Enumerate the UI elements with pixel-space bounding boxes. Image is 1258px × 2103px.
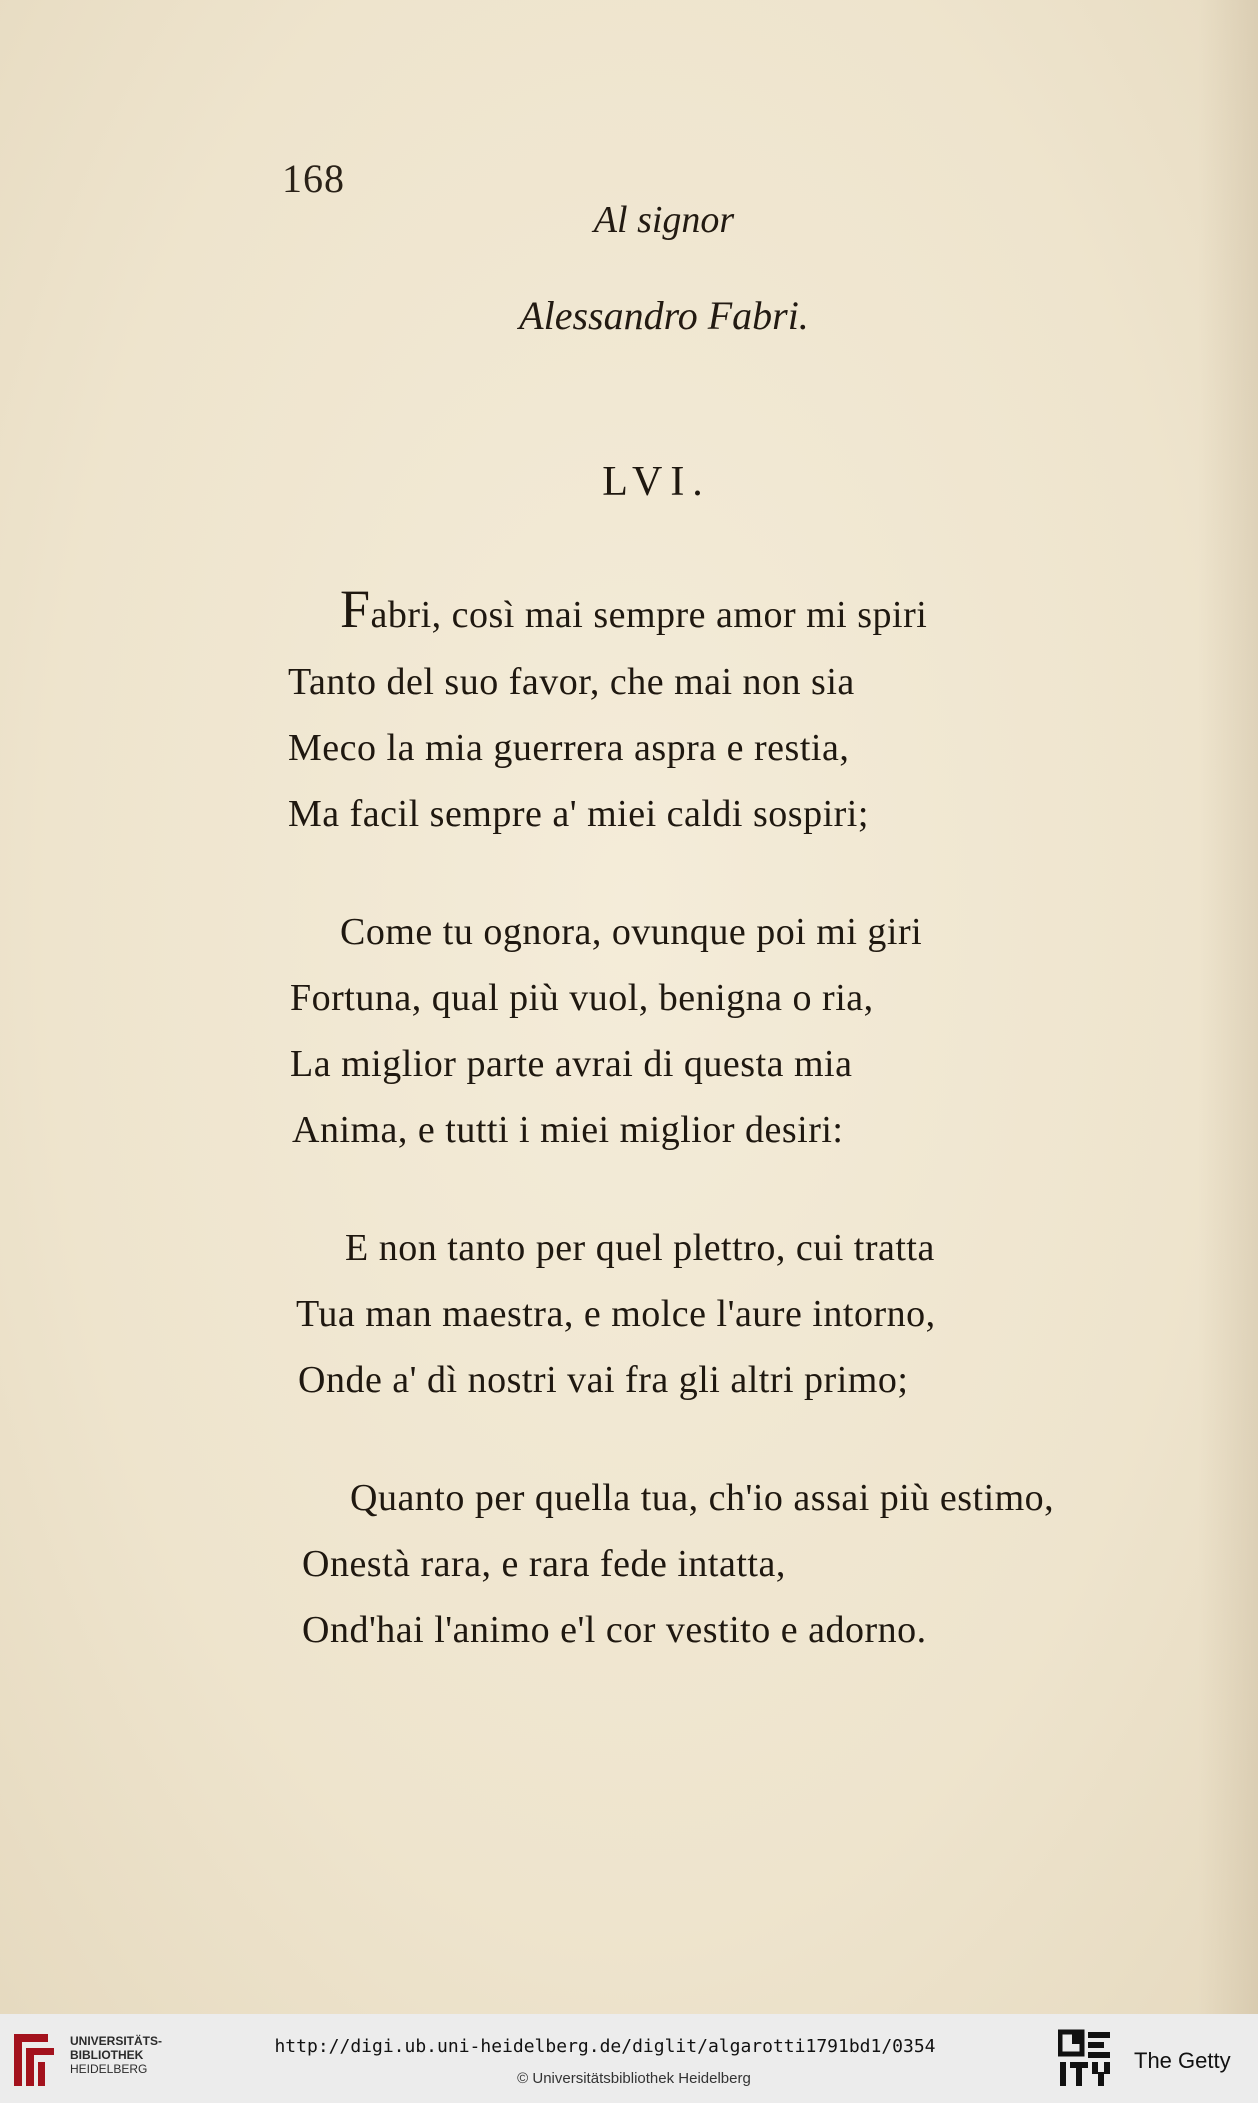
verse-line: Onestà rara, e rara fede intatta, bbox=[302, 1543, 786, 1585]
getty-logo-icon[interactable] bbox=[1058, 2028, 1114, 2092]
verse-line: Ma facil sempre a' miei caldi sospiri; bbox=[288, 793, 869, 835]
verse-line: Tanto del suo favor, che mai non sia bbox=[288, 661, 855, 703]
verse-line: Fortuna, qual più vuol, benigna o ria, bbox=[290, 977, 874, 1019]
verse-line: Quanto per quella tua, ch'io assai più estimo, bbox=[350, 1477, 1055, 1519]
verse-line: Anima, e tutti i miei miglior desiri: bbox=[292, 1109, 844, 1151]
verse-line: Ond'hai l'animo e'l cor vestito e adorno. bbox=[302, 1609, 927, 1651]
verse-line: Come tu ognora, ovunque poi mi giri bbox=[340, 911, 923, 953]
verse-line: Meco la mia guerrera aspra e restia, bbox=[288, 727, 850, 769]
permalink-url[interactable]: http://digi.ub.uni-heidelberg.de/diglit/algarotti1791bd1/0354 bbox=[274, 2036, 936, 2057]
verse-line-rest: abri, così mai sempre amor mi spiri bbox=[370, 594, 928, 636]
verse-line: E non tanto per quel plettro, cui tratta bbox=[345, 1227, 935, 1269]
page-number: 168 bbox=[282, 156, 345, 201]
verse-line: La miglior parte avrai di questa mia bbox=[290, 1043, 853, 1085]
dedication-line-2: Alessandro Fabri. bbox=[519, 293, 809, 338]
verse-line bbox=[340, 579, 928, 639]
viewer-footer bbox=[0, 2014, 1258, 2103]
partner-name: The Getty bbox=[1134, 2048, 1231, 2073]
verse-line: Tua man maestra, e molce l'aure intorno, bbox=[296, 1293, 936, 1335]
verse-line: Onde a' dì nostri vai fra gli altri primo; bbox=[298, 1359, 909, 1401]
library-name-line-1: UNIVERSITÄTS- bbox=[70, 2034, 163, 2048]
dedication-line-1: Al signor bbox=[593, 199, 735, 241]
library-name-line-2: BIBLIOTHEK bbox=[70, 2048, 144, 2062]
poem-numeral: LVI. bbox=[602, 459, 711, 505]
copyright-notice: © Universitätsbibliothek Heidelberg bbox=[517, 2070, 751, 2087]
library-name-line-3: HEIDELBERG bbox=[70, 2062, 148, 2076]
drop-cap: F bbox=[340, 579, 371, 639]
